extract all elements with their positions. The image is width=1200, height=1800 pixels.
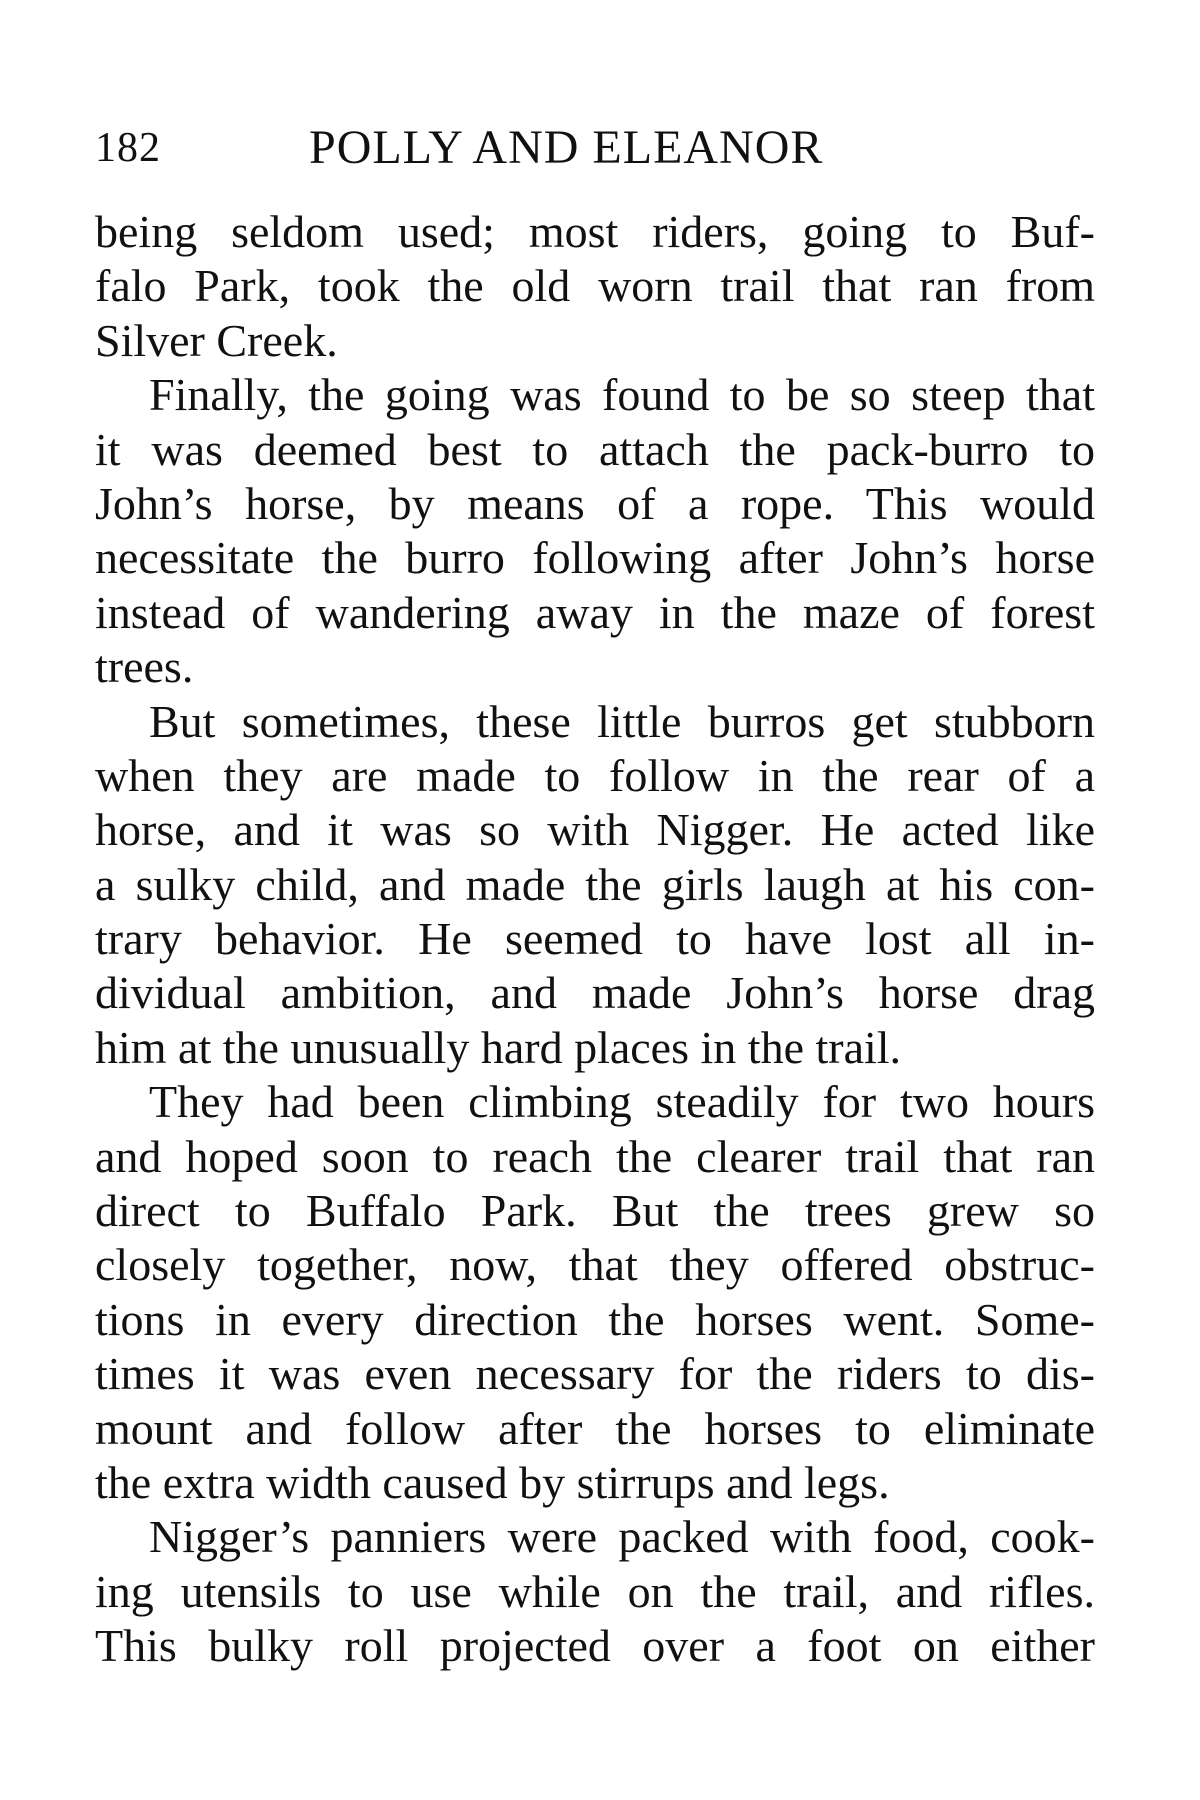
text-line: times it was even necessary for the riders to dis- bbox=[95, 1348, 1095, 1400]
text-line: him at the unusually hard places in the trail. bbox=[95, 1021, 902, 1073]
text-line: Nigger’s panniers were packed with food, cook- bbox=[149, 1511, 1095, 1563]
body-text bbox=[95, 205, 1095, 1674]
text-line: when they are made to follow in the rear of a bbox=[95, 749, 1095, 801]
text-line: trees. bbox=[95, 641, 194, 693]
text-line: Silver Creek. bbox=[95, 314, 338, 366]
text-line: it was deemed best to attach the pack-burro to bbox=[95, 423, 1095, 475]
text-line: the extra width caused by stirrups and legs. bbox=[95, 1456, 890, 1508]
text-line: John’s horse, by means of a rope. This would bbox=[95, 477, 1095, 529]
text-line: direct to Buffalo Park. But the trees grew so bbox=[95, 1185, 1095, 1237]
text-line: trary behavior. He seemed to have lost all in- bbox=[95, 913, 1095, 965]
text-line: Finally, the going was found to be so steep that bbox=[149, 369, 1095, 421]
text-line: They had been climbing steadily for two hours bbox=[149, 1076, 1095, 1128]
text-line: mount and follow after the horses to eliminate bbox=[95, 1402, 1095, 1454]
text-line: instead of wandering away in the maze of forest bbox=[95, 586, 1095, 638]
running-title: POLLY AND ELEANOR bbox=[309, 121, 824, 174]
text-line: But sometimes, these little burros get stubborn bbox=[149, 695, 1095, 747]
text-line: closely together, now, that they offered obstruc- bbox=[95, 1239, 1095, 1291]
text-line: This bulky roll projected over a foot on either bbox=[95, 1620, 1095, 1672]
page-number: 182 bbox=[95, 125, 161, 171]
text-line: ing utensils to use while on the trail, and rifles. bbox=[95, 1565, 1095, 1617]
text-line: falo Park, took the old worn trail that ran from bbox=[95, 260, 1095, 312]
text-line: a sulky child, and made the girls laugh at his con- bbox=[95, 858, 1095, 910]
text-line: and hoped soon to reach the clearer trail that ran bbox=[95, 1130, 1095, 1182]
text-line: necessitate the burro following after John’s horse bbox=[95, 532, 1095, 584]
text-line: being seldom used; most riders, going to Buf- bbox=[95, 206, 1095, 257]
running-head bbox=[95, 118, 1095, 178]
text-line: dividual ambition, and made John’s horse drag bbox=[95, 967, 1095, 1019]
text-line: horse, and it was so with Nigger. He acted like bbox=[95, 804, 1095, 856]
text-line: tions in every direction the horses went. Some- bbox=[95, 1293, 1095, 1345]
